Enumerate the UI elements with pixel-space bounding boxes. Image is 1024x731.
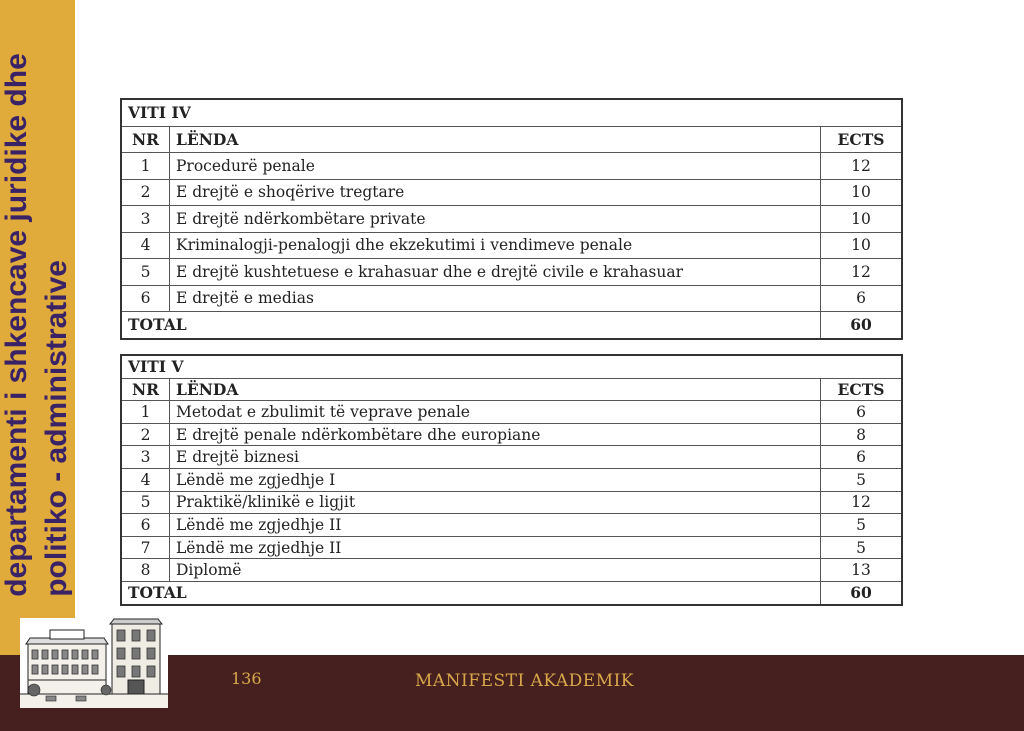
row-nr: 5 — [121, 259, 170, 286]
row-subject: E drejtë e medias — [170, 285, 821, 312]
table-row — [121, 153, 902, 180]
table-row — [121, 423, 902, 446]
year5-title: VITI V — [121, 355, 902, 378]
row-subject: Praktikë/klinikë e ligjit — [170, 491, 821, 514]
row-subject: Lëndë me zgjedhje II — [170, 514, 821, 537]
row-nr: 6 — [121, 285, 170, 312]
table-row — [121, 401, 902, 424]
row-subject: Metodat e zbulimit të veprave penale — [170, 401, 821, 424]
year4-title: VITI IV — [121, 99, 902, 126]
row-nr: 1 — [121, 401, 170, 424]
table-row — [121, 491, 902, 514]
row-nr: 7 — [121, 536, 170, 559]
year5-header-ects: ECTS — [821, 378, 903, 401]
row-nr: 3 — [121, 206, 170, 233]
table-row — [121, 259, 902, 286]
page-number: 136 — [231, 669, 262, 688]
table-row — [121, 285, 902, 312]
row-subject: E drejtë e shoqërive tregtare — [170, 179, 821, 206]
department-title — [0, 0, 75, 655]
row-ects: 10 — [821, 179, 903, 206]
table-row — [121, 536, 902, 559]
row-subject: E drejtë penale ndërkombëtare dhe europiane — [170, 423, 821, 446]
row-subject: Diplomë — [170, 559, 821, 582]
row-nr: 1 — [121, 153, 170, 180]
year5-total-label: TOTAL — [121, 581, 821, 604]
row-nr: 4 — [121, 468, 170, 491]
year5-header-nr: NR — [121, 378, 170, 401]
row-subject: Lëndë me zgjedhje II — [170, 536, 821, 559]
table-row — [121, 179, 902, 206]
row-subject: Kriminalogji-penalogji dhe ekzekutimi i vendimeve penale — [170, 232, 821, 259]
row-nr: 3 — [121, 446, 170, 469]
row-nr: 5 — [121, 491, 170, 514]
row-ects: 12 — [821, 259, 903, 286]
table-row — [121, 206, 902, 233]
row-ects: 10 — [821, 232, 903, 259]
row-ects: 12 — [821, 153, 903, 180]
row-subject: E drejtë ndërkombëtare private — [170, 206, 821, 233]
year5-header-subject: LËNDA — [170, 378, 821, 401]
row-nr: 2 — [121, 179, 170, 206]
department-title-line2: politiko - administrative — [40, 260, 73, 597]
footer-title: MANIFESTI AKADEMIK — [415, 671, 635, 691]
row-ects: 5 — [821, 468, 903, 491]
year5-table — [120, 354, 903, 606]
row-ects: 6 — [821, 401, 903, 424]
year4-header-subject: LËNDA — [170, 126, 821, 153]
row-subject: E drejtë kushtetuese e krahasuar dhe e drejtë civile e krahasuar — [170, 259, 821, 286]
row-ects: 5 — [821, 536, 903, 559]
university-building-icon — [20, 618, 168, 708]
table-row — [121, 514, 902, 537]
row-subject: E drejtë biznesi — [170, 446, 821, 469]
row-nr: 2 — [121, 423, 170, 446]
row-ects: 5 — [821, 514, 903, 537]
year5-total-value: 60 — [821, 581, 903, 604]
row-nr: 4 — [121, 232, 170, 259]
row-ects: 12 — [821, 491, 903, 514]
year4-table — [120, 98, 903, 340]
row-nr: 6 — [121, 514, 170, 537]
table-row — [121, 446, 902, 469]
year4-total-label: TOTAL — [121, 312, 821, 339]
row-ects: 10 — [821, 206, 903, 233]
row-nr: 8 — [121, 559, 170, 582]
row-ects: 6 — [821, 285, 903, 312]
year4-header-nr: NR — [121, 126, 170, 153]
table-row — [121, 468, 902, 491]
row-ects: 6 — [821, 446, 903, 469]
row-ects: 8 — [821, 423, 903, 446]
row-subject: Procedurë penale — [170, 153, 821, 180]
table-row — [121, 559, 902, 582]
year4-header-ects: ECTS — [821, 126, 903, 153]
department-title-line1: departamenti i shkencave juridike dhe — [0, 53, 33, 597]
year4-total-value: 60 — [821, 312, 903, 339]
row-ects: 13 — [821, 559, 903, 582]
table-row — [121, 232, 902, 259]
row-subject: Lëndë me zgjedhje I — [170, 468, 821, 491]
